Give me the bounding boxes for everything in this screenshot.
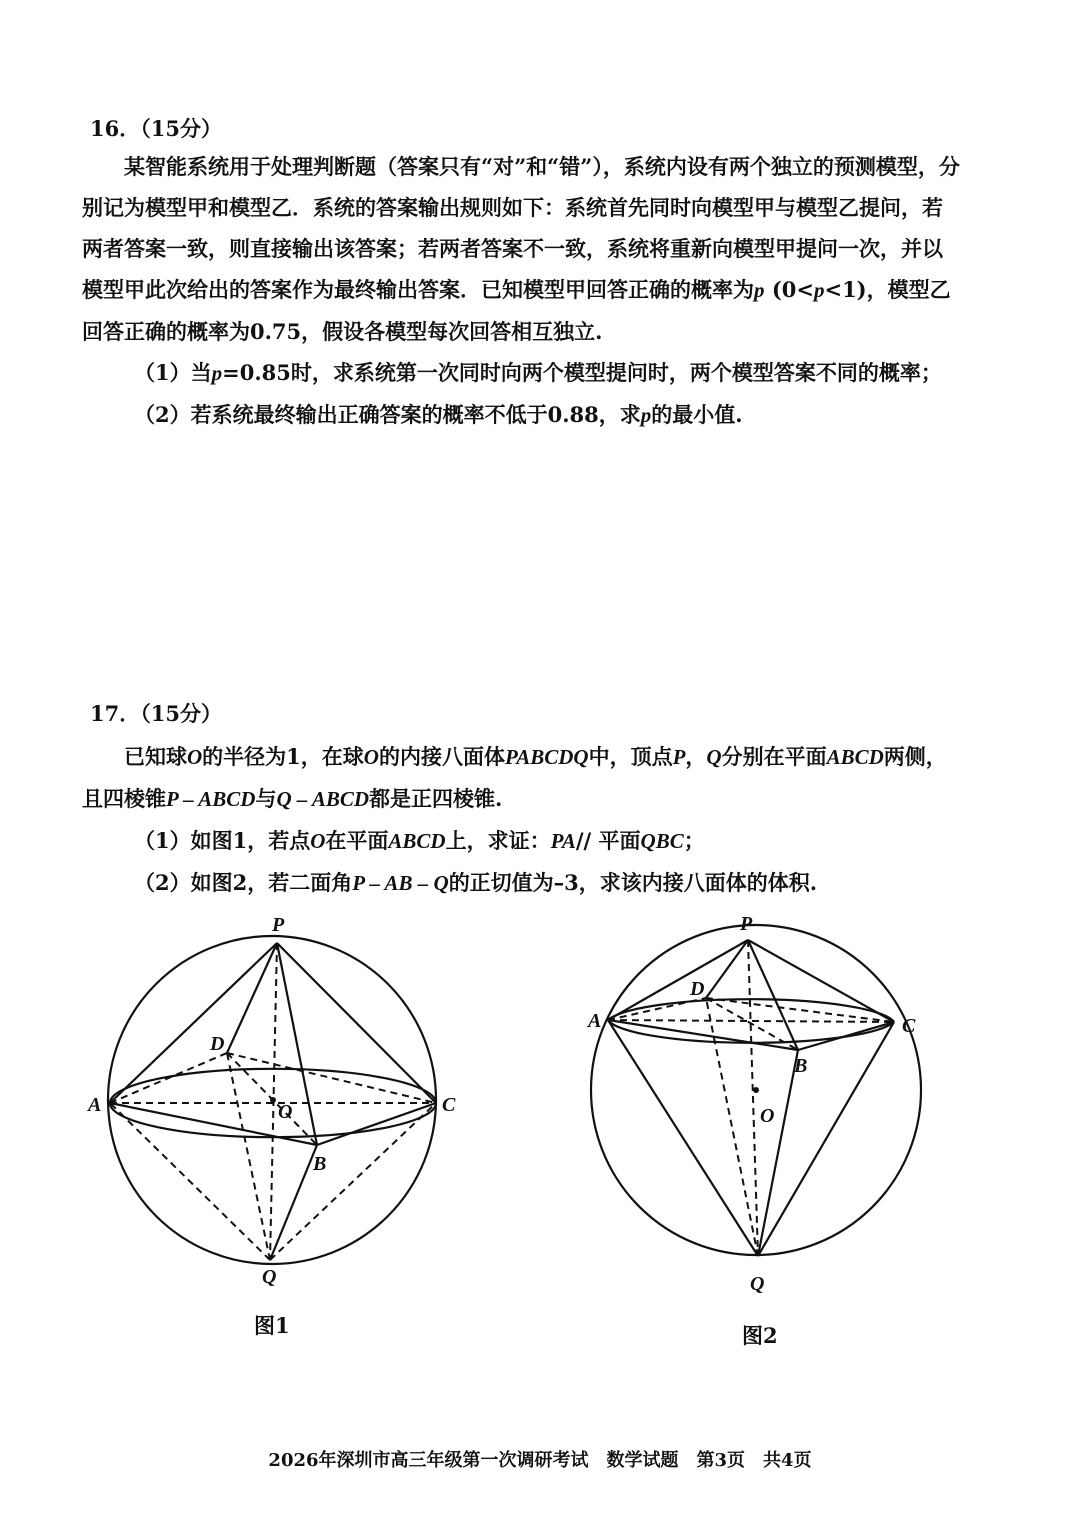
fig1-label-P: P [272,914,285,936]
fig2-label-A: A [588,1010,602,1032]
fig2-edge-PA [608,940,748,1020]
fig1-edge-DC [227,1053,436,1103]
fig2-edge-PD [706,940,748,998]
fig1-label-A: A [88,1094,102,1116]
fig2-label-C: C [902,1015,916,1037]
q16-body [82,146,962,436]
fig1-label-Q: Q [262,1266,277,1288]
fig1-edge-QA [110,1103,270,1260]
fig1-edge-PD-solid [227,943,277,1053]
fig1-label-D: D [210,1033,225,1055]
page-footer: 2026年深圳市高三年级第一次调研考试 数学试题 第3页 共4页 [268,1450,812,1471]
fig1-caption: 图1 [254,1313,290,1338]
fig1-edge-QB [270,1145,317,1260]
fig2-label-D: D [690,978,705,1000]
fig2-edge-PQ [748,940,758,1256]
fig2-edge-QB [758,1050,798,1256]
fig2-edge-PC [748,940,894,1022]
fig2-center-dot [753,1087,759,1093]
fig2-label-B: B [794,1055,808,1077]
fig1-edge-PC [277,943,436,1103]
fig2-caption: 图2 [742,1323,778,1348]
q16-part2: （2）若系统最终输出正确答案的概率不低于0.88，求p的最小值. [134,402,743,427]
fig1-edge-QC [270,1103,436,1260]
fig2-label-O: O [760,1105,775,1127]
q17-part1: （1）如图1，若点O在平面ABCD上，求证：PA// 平面QBC； [134,828,705,853]
fig2-edge-QA [608,1020,758,1256]
figure-2 [580,910,960,1300]
fig2-edge-PB [748,940,798,1050]
fig1-label-B: B [313,1153,327,1175]
figure-1 [80,905,480,1295]
fig2-label-P: P [740,913,753,935]
q17-intro: 已知球O的半径为1，在球O的内接八面体PABCDQ中，顶点P，Q分别在平面ABCD两侧，且四棱锥P – ABCD与Q – ABCD都是正四棱锥. [82,744,947,811]
fig1-edge-AD [110,1053,227,1103]
fig2-edge-QC [758,1022,894,1256]
q17-part2: （2）如图2，若二面角P – AB – Q的正切值为–3，求该内接八面体的体积. [134,870,818,895]
fig1-label-O: O [278,1101,293,1123]
q17-header: 17．（15分） [90,701,222,726]
fig1-edge-QD [227,1053,270,1260]
fig1-center-dot [270,1097,276,1103]
fig1-label-C: C [442,1094,456,1116]
fig1-edge-BC [317,1103,436,1145]
fig2-edge-AC [608,1020,894,1022]
q16-part1: （1）当p=0.85时，求系统第一次同时向两个模型提问时，两个模型答案不同的概率； [134,360,942,385]
fig2-label-Q: Q [750,1273,765,1295]
q16-intro: 某智能系统用于处理判断题（答案只有“对”和“错”），系统内设有两个独立的预测模型，分别记为模型甲和模型乙．系统的答案输出规则如下：系统首先同时向模型甲与模型乙提问，若两者答案一致，则直接输出该答案；若两者答案不一致，系统将重新向模型甲提问一次，并以模型甲此次给出的答案作为最终输出答案．已知模型甲回答正确的概率为p (0<p<1)，模型乙回答正确的概率为0.75，假设各模型每次回答相互独立. [82,154,960,344]
q16-header: 16．（15分） [90,116,222,141]
q17-body [82,736,962,904]
fig2-edge-AD [608,998,706,1020]
